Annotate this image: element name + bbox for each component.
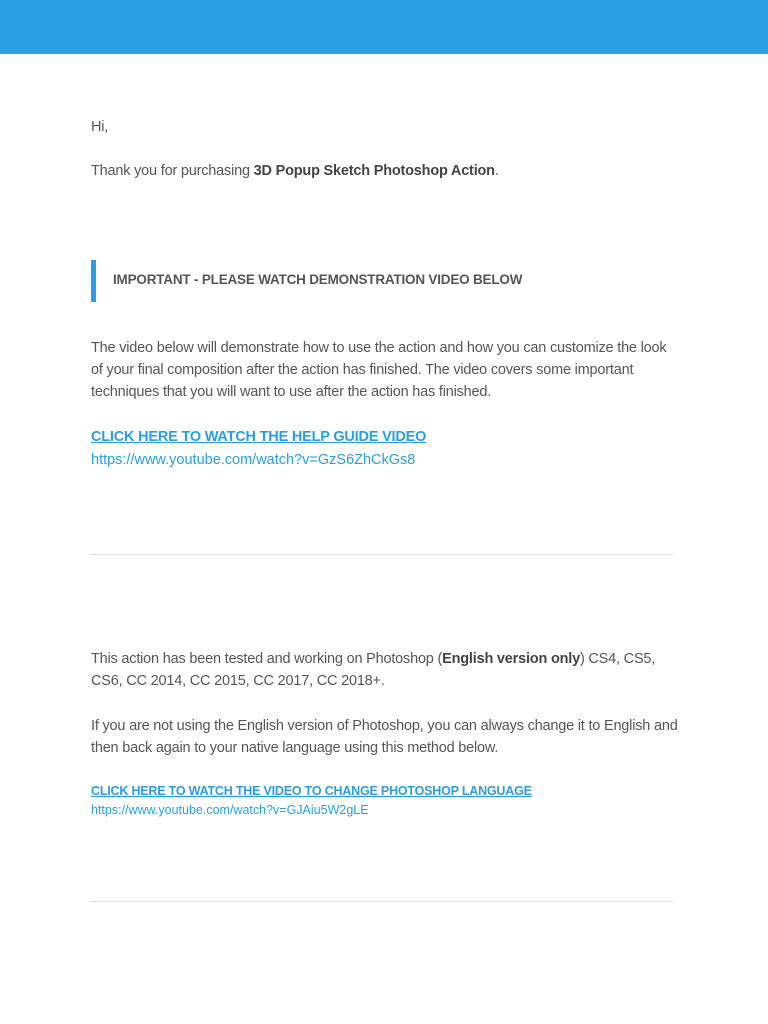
divider-bottom [91, 901, 673, 902]
thanks-line [91, 160, 499, 182]
header-bar [0, 0, 768, 54]
help-video-url-link[interactable]: https://www.youtube.com/watch?v=GzS6ZhCkGs8 [91, 452, 416, 468]
product-name: 3D Popup Sketch Photoshop Action [253, 163, 495, 179]
compat-bold: English version only [442, 651, 580, 667]
help-video-link[interactable]: CLICK HERE TO WATCH THE HELP GUIDE VIDEO [91, 429, 427, 445]
callout-accent-bar [91, 260, 96, 302]
important-heading: IMPORTANT - PLEASE WATCH DEMONSTRATION VIDEO BELOW [113, 272, 523, 287]
thanks-prefix: Thank you for purchasing [91, 163, 254, 179]
compat-prefix: This action has been tested and working on Photoshop ( [91, 651, 443, 667]
divider-top [91, 554, 673, 555]
greeting: Hi, [91, 119, 109, 135]
language-video-link[interactable]: CLICK HERE TO WATCH THE VIDEO TO CHANGE PHOTOSHOP LANGUAGE [91, 784, 532, 798]
language-video-url-link[interactable]: https://www.youtube.com/watch?v=GJAiu5W2gLE [91, 803, 369, 817]
important-callout [91, 260, 681, 302]
language-note: If you are not using the English version of Photoshop, you can always change it to English and then back again to your native language using this method below. [91, 718, 678, 756]
thanks-suffix: . [494, 163, 499, 179]
compatibility-note [91, 648, 681, 692]
compat-suffix: ) CS4, CS5, CS6, CC 2014, CC 2015, CC 2017, CC 2018+. [91, 651, 656, 689]
video-description: The video below will demonstrate how to use the action and how you can customize the look of your final composition after the action has finished. The video covers some important techniques that you will want to use after the action has finished. [91, 340, 667, 400]
